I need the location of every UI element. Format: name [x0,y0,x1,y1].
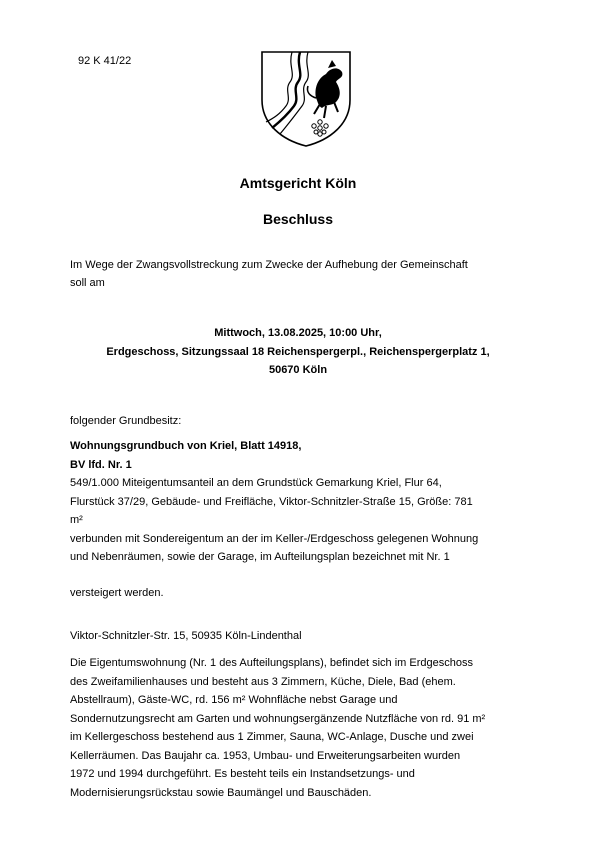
property-line: verbunden mit Sondereigentum an der im Keller-/Erdgeschoss gelegenen Wohnung [70,532,479,545]
auction-outro: versteigert werden. [70,587,164,599]
description-line: Abstellraum), Gäste-WC, rd. 156 m² Wohnfläche nebst Garage und [70,694,398,706]
property-line: m² [70,514,83,526]
property-line: Flurstück 37/29, Gebäude- und Freifläche, Viktor-Schnitzler-Straße 15, Größe: 781 [70,495,473,508]
case-reference: 92 K 41/22 [78,55,132,67]
description-line: Sondernutzungsrecht am Garten und wohnungsergänzende Nutzfläche von rd. 91 m² [70,712,486,725]
auction-city: 50670 Köln [268,364,328,376]
auction-date: Mittwoch, 13.08.2025, 10:00 Uhr, [214,327,382,339]
intro-line: soll am [70,277,105,289]
auction-appointment [0,324,596,380]
description-line: 1972 und 1994 durchgeführt. Es besteht teils ein Instandsetzungs- und [70,768,415,780]
inventory-number: BV lfd. Nr. 1 [70,458,132,471]
intro-line: Im Wege der Zwangsvollstreckung zum Zwecke der Aufhebung der Gemeinschaft [70,259,468,271]
property-line: und Nebenräumen, sowie der Garage, im Aufteilungsplan bezeichnet mit Nr. 1 [70,551,450,563]
nrw-coat-of-arms-icon [256,48,356,148]
auction-location: Erdgeschoss, Sitzungssaal 18 Reichenspergerpl., Reichenspergerplatz 1, [106,345,490,358]
intro-paragraph [70,256,540,292]
property-address: Viktor-Schnitzler-Str. 15, 50935 Köln-Lindenthal [70,630,302,642]
court-name: Amtsgericht Köln [239,175,357,191]
land-register-entry: Wohnungsgrundbuch von Kriel, Blatt 14918, [70,440,302,452]
property-label: folgender Grundbesitz: [70,415,182,427]
description-line: Die Eigentumswohnung (Nr. 1 des Aufteilungsplans), befindet sich im Erdgeschoss [70,657,473,669]
description-line: Kellerräumen. Das Baujahr ca. 1953, Umbau- und Erweiterungsarbeiten wurden [70,749,461,762]
property-details [70,437,550,567]
description-line: Modernisierungsrückstau sowie Baumängel und Bauschäden. [70,786,372,799]
property-line: 549/1.000 Miteigentumsanteil an dem Grundstück Gemarkung Kriel, Flur 64, [70,477,442,489]
document-type: Beschluss [262,211,334,227]
property-description [70,654,550,802]
description-line: des Zweifamilienhauses und besteht aus 3 Zimmern, Küche, Diele, Bad (ehem. [70,675,456,688]
description-line: im Kellergeschoss bestehend aus 1 Zimmer, Sauna, WC-Anlage, Dusche und zwei [70,731,474,743]
